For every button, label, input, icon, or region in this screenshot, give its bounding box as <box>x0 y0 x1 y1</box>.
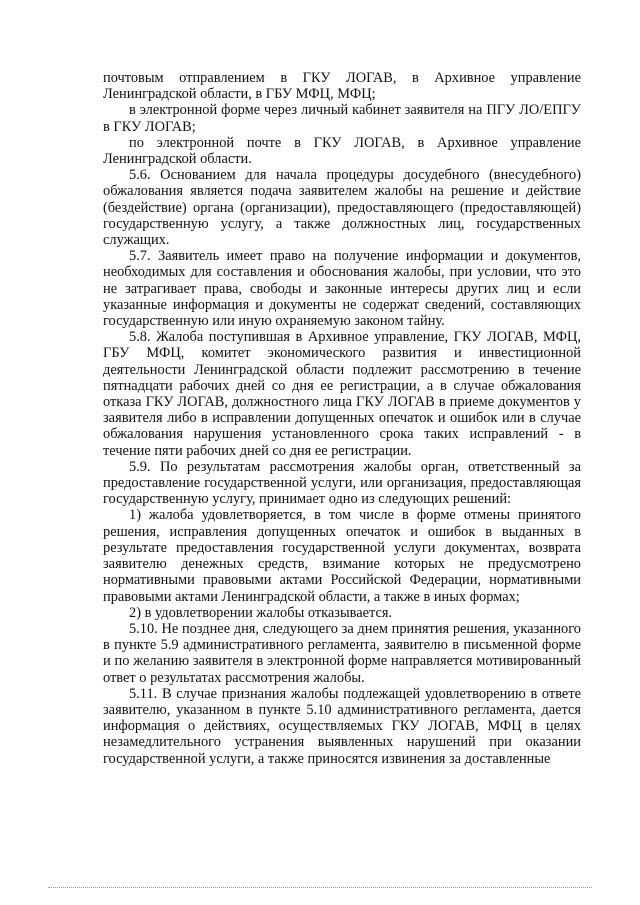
paragraph-5-11: 5.11. В случае признания жалобы подлежащей удовлетворению в ответе заявителю, указанном в пункте 5.10 административного регламента, дается информация о действиях, осуществляемых ГКУ ЛОГАВ, МФЦ в целях незамедлительного устранения выявленных нарушений при оказании государственной услуги, а также приносятся извинения за доставленные <box>103 685 581 767</box>
paragraph-5-9: 5.9. По результатам рассмотрения жалобы орган, ответственный за предоставление государственной услуги, или организация, предоставляющая государственную услугу, принимает одно из следующих решений: <box>103 458 581 508</box>
paragraph-5-8: 5.8. Жалоба поступившая в Архивное управление, ГКУ ЛОГАВ, МФЦ, ГБУ МФЦ, комитет экономического развития и инвестиционной деятельности Ленинградской области подлежит рассмотрению в течение пятнадцати рабочих дней со дня ее регистрации, а в случае обжалования отказа ГКУ ЛОГАВ, должностного лица ГКУ ЛОГАВ в приеме документов у заявителя либо в исправлении допущенных опечаток и ошибок или в случае обжалования нарушения установленного срока таких исправлений - в течение пяти рабочих дней со дня ее регистрации. <box>103 329 581 459</box>
paragraph-5-9-option-2: 2) в удовлетворении жалобы отказывается. <box>129 604 393 621</box>
paragraph-electronic-submission: в электронной форме через личный кабинет заявителя на ПГУ ЛО/ЕПГУ в ГКУ ЛОГАВ; <box>103 102 581 135</box>
document-body <box>103 70 581 767</box>
paragraph-5-7: 5.7. Заявитель имеет право на получение информации и документов, необходимых для составления и обоснования жалобы, при условии, что это не затрагивает права, свободы и законные интересы других лиц и если указанные информация и документы не содержат сведений, составляющих государственную или иную охраняемую законом тайну. <box>103 248 581 330</box>
paragraph-email-submission: по электронной почте в ГКУ ЛОГАВ, в Архивное управление Ленинградской области. <box>103 134 581 168</box>
paragraph-5-9-option-1: 1) жалоба удовлетворяется, в том числе в форме отмены принятого решения, исправления допущенных опечаток и ошибок в выданных в результате предоставления государственной услуги документах, возврата заявителю денежных средств, взимание которых не предусмотрено нормативными правовыми актами Российской Федерации, нормативными правовыми актами Ленинградской области, а также в иных формах; <box>103 507 581 605</box>
paragraph-postal-submission: почтовым отправлением в ГКУ ЛОГАВ, в Архивное управление Ленинградской области, в ГБУ МФЦ, МФЦ; <box>103 70 581 103</box>
paragraph-5-6: 5.6. Основанием для начала процедуры досудебного (внесудебного) обжалования является подача заявителем жалобы на решение и действие (бездействие) органа (организации), предоставляющего (предоставляющей) государственную услугу, а также должностных лиц, государственных служащих. <box>103 167 581 249</box>
page-bottom-divider <box>48 887 592 888</box>
paragraph-5-10: 5.10. Не позднее дня, следующего за днем принятия решения, указанного в пункте 5.9 административного регламента, заявителю в письменной форме и по желанию заявителя в электронной форме направляется мотивированный ответ о результатах рассмотрения жалобы. <box>103 620 581 686</box>
